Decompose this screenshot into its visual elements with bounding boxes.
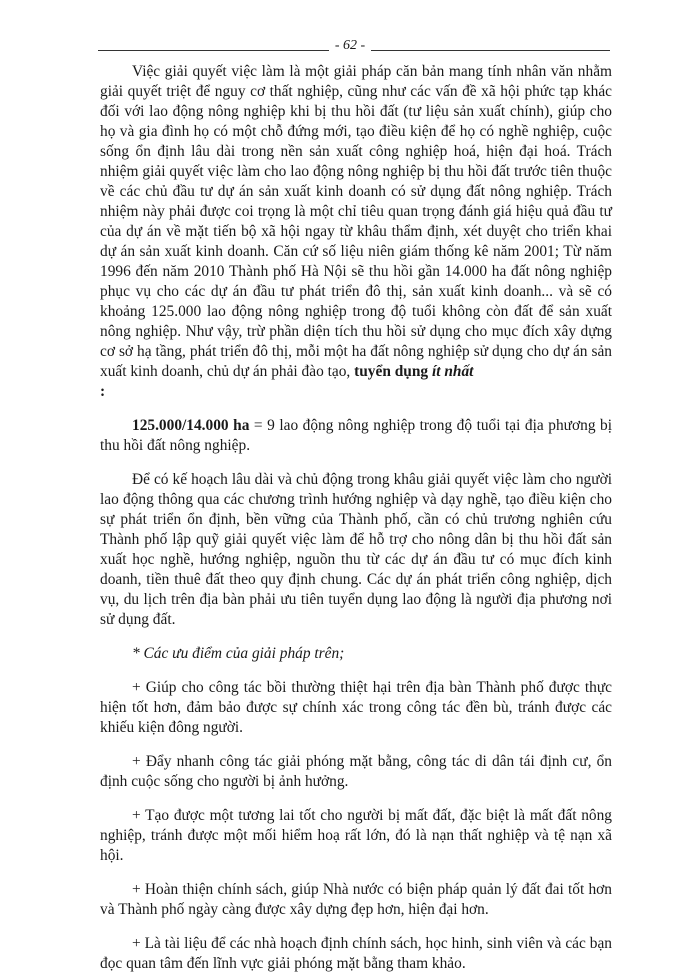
advantage-item-1: + Giúp cho công tác bồi thường thiệt hại trên địa bàn Thành phố được thực hiện tốt hơn, đảm bảo được sự chính xác trong công tác đền bù, tránh được các khiếu kiện đông người. (100, 679, 612, 736)
paragraph-long-term-plan: Để có kế hoạch lâu dài và chủ động trong khâu giải quyết việc làm cho người lao động thông qua các chương trình hướng nghiệp và dạy nghề, tạo điều kiện cho sự phát triển ổn định, bền vững của Thành phố, cần có chủ trương nghiên cứu Thành phố lập quỹ giải quyết việc làm để hỗ trợ cho nông dân bị thu hồi đất sản xuất học nghề, hướng nghiệp, nguồn thu từ các dự án đầu tư có mục đích kinh doanh, tiền thuê đất theo quy định chung. Các dự án phát triển công nghiệp, dịch vụ, du lịch trên địa bàn phải ưu tiên tuyển dụng lao động là người địa phương nơi sử dụng đất. (100, 471, 612, 628)
advantage-item-3: + Tạo được một tương lai tốt cho người bị mất đất, đặc biệt là mất đất nông nghiệp, tránh được một mối hiểm hoạ rất lớn, đó là nạn thất nghiệp và tệ nạn xã hội. (100, 807, 612, 864)
advantage-item-5: + Là tài liệu để các nhà hoạch định chính sách, học hinh, sinh viên và các bạn đọc quan tâm đến lĩnh vực giải phóng mặt bằng tham khảo. (100, 935, 612, 972)
paragraph-ratio (100, 416, 612, 456)
emphasis-recruit: tuyển dụng (354, 363, 429, 380)
paragraph-job-solution (100, 62, 612, 402)
colon-mark: : (100, 383, 106, 400)
emphasis-at-least: ít nhất (431, 363, 474, 380)
advantages-heading: * Các ưu điểm của giải pháp trên; (132, 645, 345, 662)
paragraph-job-solution-text: Việc giải quyết việc làm là một giải pháp căn bản mang tính nhân văn nhằm giải quyết triệt để nguy cơ thất nghiệp, cũng như các vấn đề xã hội phức tạp khác đối với lao động nông nghiệp khi bị thu hồi đất (tư liệu sản xuất chính), giúp cho họ và gia đình họ có một chỗ đứng mới, tạo điều kiện để họ có nghề nghiệp, cuộc sống ổn định lâu dài trong nền sản xuất công nghiệp hoá, hiện đại hoá. Trách nhiệm giải quyết việc làm cho lao động nông nghiệp bị thu hồi đất trước tiên thuộc về các chủ đầu tư dự án sản xuất kinh doanh có sử dụng đất nông nghiệp. Trách nhiệm này phải được coi trọng là một chỉ tiêu quan trọng đánh giá hiệu quả đầu tư của dự án về mặt tiến bộ xã hội ngay từ khâu thẩm định, xét duyệt cho triển khai dự án sản xuất kinh doanh. Căn cứ số liệu niên giám thống kê năm 2001; Từ năm 1996 đến năm 2010 Thành phố Hà Nội sẽ thu hồi gần 14.000 ha đất nông nghiệp phục vụ cho các dự án đầu tư phát triển đô thị, sản xuất kinh doanh... và sẽ có khoảng 125.000 lao động nông nghiệp trong độ tuổi không còn đất để sản xuất nông nghiệp. Như vậy, trừ phần diện tích thu hồi sử dụng cho mục đích xây dựng cơ sở hạ tầng, phát triển đô thị, mỗi một ha đất nông nghiệp sử dụng cho dự án sản xuất kinh doanh, chủ dự án phải đào tạo, (100, 63, 612, 380)
ratio-figure: 125.000/14.000 ha (132, 417, 250, 434)
body-text (100, 62, 612, 974)
page-number (0, 38, 700, 54)
advantage-item-4: + Hoàn thiện chính sách, giúp Nhà nước có biện pháp quản lý đất đai tốt hơn và Thành phố ngày càng được xây dựng đẹp hơn, hiện đại hơn. (100, 881, 612, 918)
advantage-item-2: + Đẩy nhanh công tác giải phóng mặt bằng, công tác di dân tái định cư, ổn định cuộc sống cho người bị ảnh hưởng. (100, 753, 612, 790)
ratio-text: = 9 lao động nông nghiệp trong độ tuổi tại địa phương bị thu hồi đất nông nghiệp. (100, 417, 612, 454)
page-number-text: - 62 - (329, 38, 371, 53)
